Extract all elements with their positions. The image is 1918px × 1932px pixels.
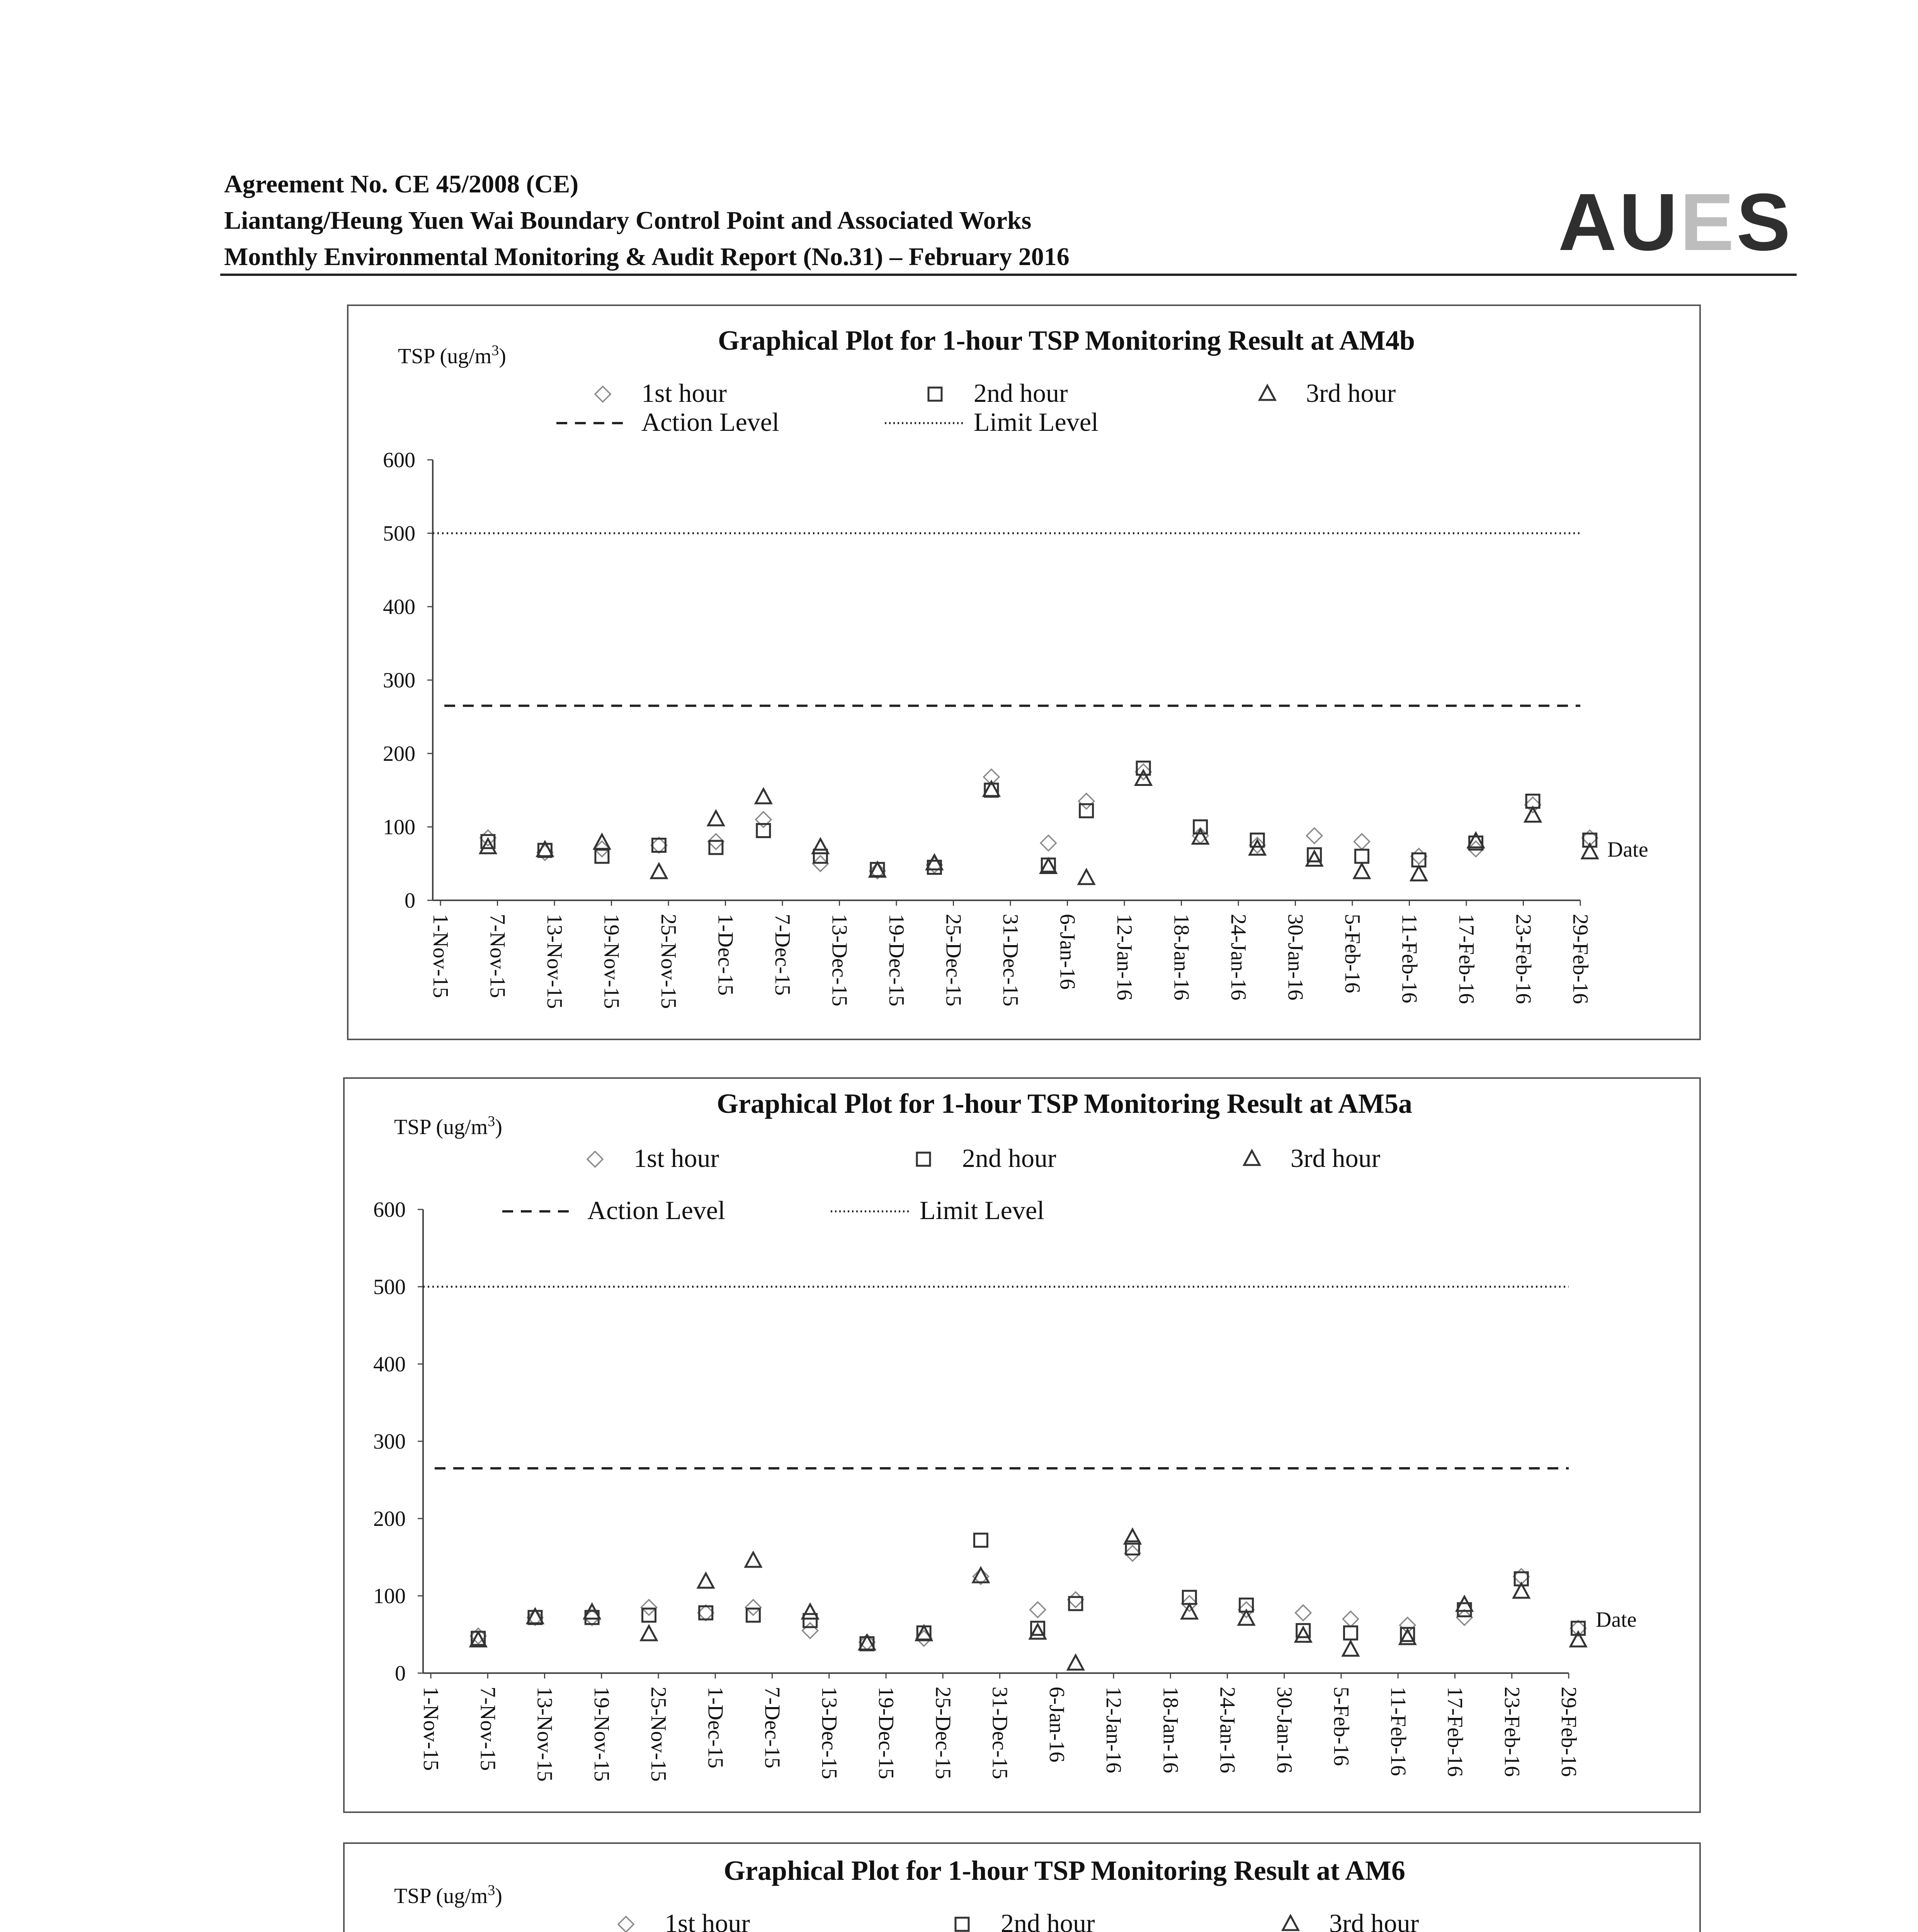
- x-tick-label: 25-Dec-15: [931, 1687, 955, 1779]
- y-tick-label: 0: [405, 889, 415, 913]
- x-tick-label: 31-Dec-15: [988, 1687, 1012, 1779]
- legend-limit-level: Limit Level: [974, 407, 1098, 437]
- legend-marker-diamond: [618, 1917, 634, 1932]
- x-tick-label: 25-Dec-15: [941, 914, 966, 1007]
- x-tick-label: 6-Jan-16: [1044, 1687, 1069, 1762]
- x-tick-label: 12-Jan-16: [1102, 1687, 1126, 1773]
- project-line: Liantang/Heung Yuen Wai Boundary Control Point and Associated Works: [224, 206, 1032, 235]
- y-tick-label: 100: [373, 1584, 406, 1608]
- x-tick-label: 7-Dec-15: [770, 914, 794, 996]
- x-tick-label: 18-Jan-16: [1158, 1687, 1183, 1773]
- x-tick-label: 13-Dec-15: [817, 1687, 841, 1779]
- x-axis-label: Date: [1596, 1608, 1637, 1632]
- x-tick-label: 19-Nov-15: [589, 1687, 614, 1782]
- logo-au: AU: [1558, 177, 1680, 267]
- legend-limit-level: Limit Level: [920, 1196, 1044, 1225]
- x-tick-label: 13-Nov-15: [532, 1687, 557, 1782]
- legend-2nd-hour: 2nd hour: [974, 378, 1068, 408]
- y-tick-label: 400: [383, 595, 415, 619]
- x-tick-label: 1-Nov-15: [419, 1687, 443, 1771]
- x-tick-label: 25-Nov-15: [656, 914, 680, 1009]
- x-tick-label: 19-Dec-15: [884, 914, 908, 1007]
- x-tick-label: 7-Dec-15: [760, 1687, 784, 1769]
- x-tick-label: 1-Nov-15: [428, 914, 452, 998]
- x-tick-label: 6-Jan-16: [1055, 914, 1080, 990]
- y-tick-label: 400: [373, 1352, 406, 1376]
- x-tick-label: 5-Feb-16: [1329, 1687, 1353, 1766]
- legend-2nd-hour: 2nd hour: [962, 1143, 1056, 1173]
- legend-3rd-hour: 3rd hour: [1306, 378, 1396, 408]
- x-tick-label: 31-Dec-15: [998, 914, 1022, 1007]
- x-tick-label: 23-Feb-16: [1511, 914, 1535, 1004]
- x-tick-label: 19-Nov-15: [599, 914, 624, 1009]
- chart-title: Graphical Plot for 1-hour TSP Monitoring Result at AM4b: [718, 325, 1415, 356]
- x-axis-label: Date: [1607, 838, 1648, 862]
- x-tick-label: 13-Dec-15: [827, 914, 852, 1007]
- legend-marker-square: [956, 1918, 969, 1931]
- x-tick-label: 13-Nov-15: [542, 914, 566, 1009]
- y-tick-label: 600: [383, 448, 415, 472]
- x-tick-label: 17-Feb-16: [1443, 1687, 1467, 1777]
- legend-3rd-hour: 3rd hour: [1291, 1143, 1381, 1173]
- y-tick-label: 500: [383, 522, 415, 546]
- x-tick-label: 24-Jan-16: [1215, 1687, 1240, 1773]
- y-tick-label: 200: [373, 1507, 406, 1531]
- legend-1st-hour: 1st hour: [634, 1143, 719, 1173]
- legend-2nd-hour: 2nd hour: [1001, 1908, 1095, 1932]
- x-tick-label: 29-Feb-16: [1557, 1687, 1581, 1777]
- legend-action-level: Action Level: [587, 1196, 725, 1225]
- logo-e: E: [1680, 177, 1736, 267]
- y-tick-label: 100: [383, 815, 415, 839]
- x-tick-label: 1-Dec-15: [713, 914, 738, 996]
- logo-s: S: [1736, 177, 1793, 267]
- x-tick-label: 7-Nov-15: [485, 914, 510, 998]
- x-tick-label: 18-Jan-16: [1169, 914, 1194, 1000]
- y-axis-label: TSP $(ug/m^3)$: [394, 1882, 502, 1908]
- x-tick-label: 1-Dec-15: [703, 1687, 728, 1769]
- x-tick-label: 17-Feb-16: [1454, 914, 1478, 1004]
- y-tick-label: 500: [373, 1275, 406, 1299]
- x-tick-label: 11-Feb-16: [1397, 914, 1421, 1003]
- y-tick-label: 300: [383, 668, 415, 692]
- x-tick-label: 12-Jan-16: [1112, 914, 1136, 1000]
- y-tick-label: 600: [373, 1198, 406, 1222]
- legend-1st-hour: 1st hour: [641, 378, 727, 408]
- y-tick-label: 300: [373, 1430, 406, 1454]
- legend-3rd-hour: 3rd hour: [1329, 1908, 1419, 1932]
- x-tick-label: 11-Feb-16: [1386, 1687, 1410, 1776]
- legend-1st-hour: 1st hour: [665, 1908, 750, 1932]
- x-tick-label: 29-Feb-16: [1568, 914, 1592, 1004]
- report-title-line: Monthly Environmental Monitoring & Audit Report (No.31) – February 2016: [224, 243, 1070, 271]
- x-tick-label: 30-Jan-16: [1272, 1687, 1296, 1773]
- x-tick-label: 25-Nov-15: [646, 1687, 670, 1782]
- agreement-line: Agreement No. CE 45/2008 (CE): [224, 170, 579, 198]
- x-tick-label: 30-Jan-16: [1283, 914, 1308, 1000]
- chart-title: Graphical Plot for 1-hour TSP Monitoring Result at AM6: [723, 1855, 1406, 1886]
- chart-title: Graphical Plot for 1-hour TSP Monitoring Result at AM5a: [716, 1088, 1413, 1119]
- x-tick-label: 7-Nov-15: [476, 1687, 500, 1771]
- legend-action-level: Action Level: [641, 407, 779, 437]
- y-tick-label: 0: [395, 1662, 406, 1685]
- x-tick-label: 5-Feb-16: [1340, 914, 1364, 993]
- y-axis-label: TSP $(ug/m^3)$: [394, 1113, 502, 1139]
- y-tick-label: 200: [383, 742, 415, 766]
- x-tick-label: 23-Feb-16: [1500, 1687, 1524, 1777]
- x-tick-label: 19-Dec-15: [874, 1687, 898, 1779]
- x-tick-label: 24-Jan-16: [1226, 914, 1250, 1000]
- y-axis-label: TSP $(ug/m^3)$: [398, 342, 506, 368]
- legend-marker-triangle: [1283, 1916, 1298, 1930]
